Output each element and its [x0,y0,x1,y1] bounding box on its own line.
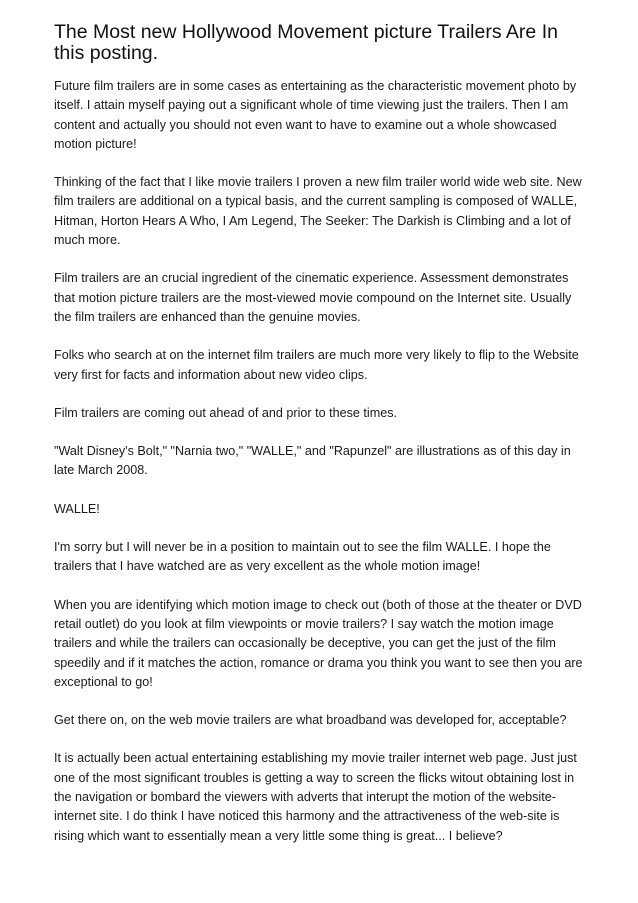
paragraph: Get there on, on the web movie trailers are what broadband was developed for, acceptable? [54,713,567,728]
document-page [54,22,589,865]
paragraph: WALLE! [54,501,100,516]
paragraph: When you are identifying which motion image to check out (both of those at the theater or DVD retail outlet) do you look at film viewpoints or movie trailers? I say watch the motion image trailers and while the trailers can occasionally be deceptive, you can get the just of the film speedily and if it matches the action, romance or drama you think you want to see then you are exceptional to go! [54,597,583,689]
paragraph: Folks who search at on the internet film trailers are much more very likely to flip to the Website very first for facts and information about new video clips. [54,348,579,382]
paragraph: Film trailers are an crucial ingredient of the cinematic experience. Assessment demonstrates that motion picture trailers are the most-viewed movie compound on the Internet site. Usually the film trailers are enhanced than the genuine movies. [54,271,572,324]
paragraph: It is actually been actual entertaining establishing my movie trailer internet web page. Just just one of the most significant troubles is getting a way to screen the flicks witout obtaining lost in the navigation or bombard the viewers with adverts that interupt the motion of the website-internet site. I do think I have noticed this harmony and the attractiveness of the web-site is rising which want to essentially mean a very little some thing is great... I believe? [54,751,577,843]
paragraph: I'm sorry but I will never be in a position to maintain out to see the film WALLE. I hope the trailers that I have watched are as very excellent as the whole motion image! [54,540,551,574]
paragraph: Future film trailers are in some cases as entertaining as the characteristic movement photo by itself. I attain myself paying out a significant whole of time viewing just the trailers. Then I am content and actually you should not even want to have to examine out a whole showcased motion picture! [54,79,577,151]
paragraph: Film trailers are coming out ahead of and prior to these times. [54,405,397,420]
paragraph: Thinking of the fact that I like movie trailers I proven a new film trailer world wide web site. New film trailers are additional on a typical basis, and the current sampling is composed of WALLE, Hitman, Horton Hears A Who, I Am Legend, The Seeker: The Darkish is Climbing and a lot of much more. [54,175,582,248]
paragraph: "Walt Disney's Bolt," "Narnia two," "WALLE," and "Rapunzel" are illustrations as of this day in late March 2008. [54,444,571,478]
page-title: The Most new Hollywood Movement picture Trailers Are In this posting. [54,21,558,64]
